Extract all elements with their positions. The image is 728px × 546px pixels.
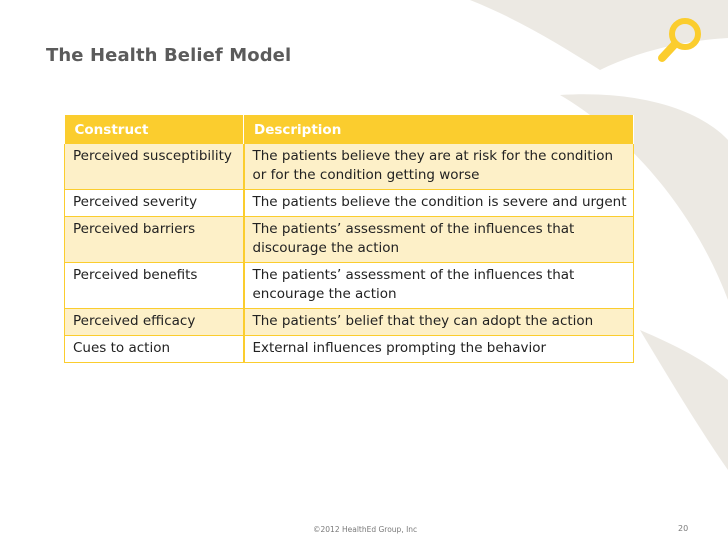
description-cell: The patients’ assessment of the influences that discourage the action — [244, 217, 634, 263]
description-cell: The patients believe the condition is severe and urgent — [244, 190, 634, 217]
table-row — [65, 217, 634, 263]
health-belief-table — [64, 115, 634, 363]
copyright-footer: ©2012 HealthEd Group, Inc — [313, 525, 418, 534]
table-row — [65, 263, 634, 309]
description-cell: The patients’ belief that they can adopt the action — [244, 309, 634, 336]
page-number: 20 — [678, 524, 689, 533]
description-cell: The patients believe they are at risk for the condition or for the condition getting worse — [244, 144, 634, 190]
description-cell: External influences prompting the behavior — [244, 336, 634, 363]
header-description: Description — [244, 115, 634, 144]
table-row — [65, 309, 634, 336]
table-row — [65, 336, 634, 363]
construct-cell: Cues to action — [65, 336, 244, 363]
slide-title: The Health Belief Model — [46, 45, 292, 66]
decor-shape-lower — [640, 330, 728, 470]
construct-cell: Perceived efficacy — [65, 309, 244, 336]
table-row — [65, 190, 634, 217]
construct-cell: Perceived susceptibility — [65, 144, 244, 190]
table-row — [65, 144, 634, 190]
description-cell: The patients’ assessment of the influences that encourage the action — [244, 263, 634, 309]
construct-cell: Perceived severity — [65, 190, 244, 217]
construct-cell: Perceived benefits — [65, 263, 244, 309]
magnifier-icon — [656, 14, 706, 64]
table-header-row — [65, 115, 634, 144]
construct-cell: Perceived barriers — [65, 217, 244, 263]
header-construct: Construct — [65, 115, 244, 144]
